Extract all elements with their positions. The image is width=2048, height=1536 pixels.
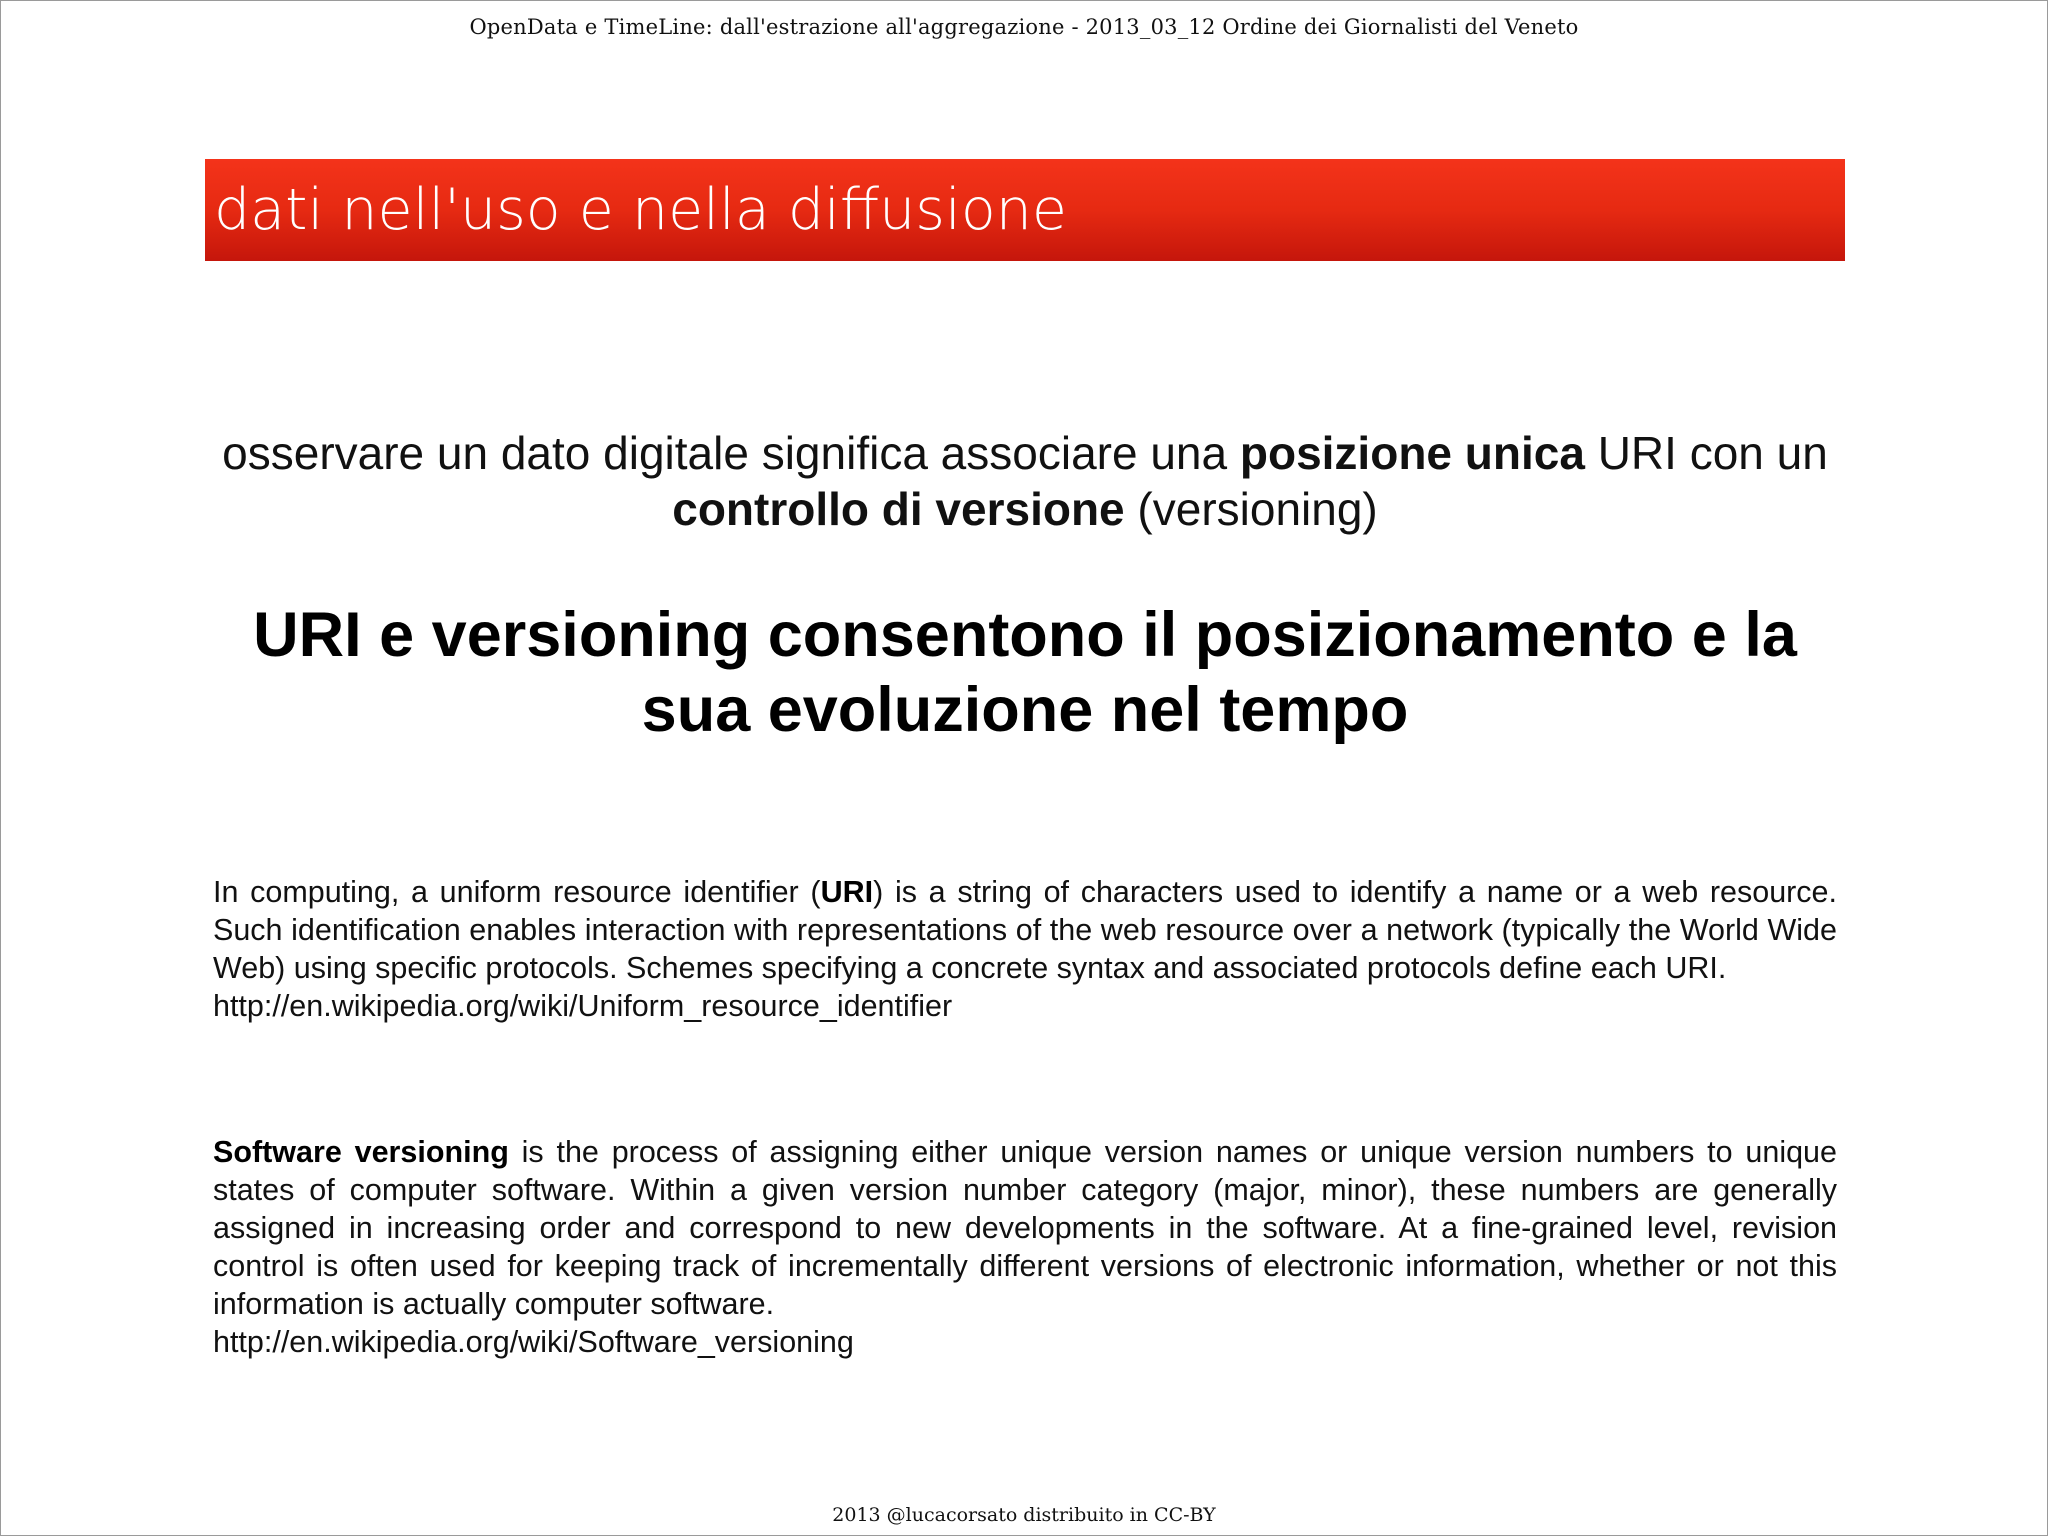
versioning-source-link[interactable]: http://en.wikipedia.org/wiki/Software_versioning	[213, 1325, 854, 1359]
uri-source-link[interactable]: http://en.wikipedia.org/wiki/Uniform_resource_identifier	[213, 989, 953, 1023]
statement-text-3: (versioning)	[1124, 483, 1378, 535]
versioning-paragraph-body	[213, 1133, 1837, 1323]
uri-paragraph	[213, 873, 1837, 1025]
statement-bold-2: controllo di versione	[672, 483, 1125, 535]
uri-paragraph-body	[213, 873, 1837, 987]
versioning-text-after: is the process of assigning either unique version names or unique version numbers to unique states of computer software. Within a given version number category (major, minor), these numbers are generally assigned in increasing order and correspond to new developments in the software. At a fine-grained level, revision control is often used for keeping track of incrementally different versions of electronic information, whether or not this information is actually computer software.	[213, 1135, 1837, 1321]
versioning-paragraph	[213, 1133, 1837, 1361]
statement	[213, 425, 1837, 537]
statement-bold-1: posizione unica	[1239, 427, 1585, 479]
uri-text-before: In computing, a uniform resource identifier (	[213, 875, 821, 909]
headline: URI e versioning consentono il posizionamento e la sua evoluzione nel tempo	[253, 600, 1797, 745]
uri-term: URI	[820, 875, 874, 909]
versioning-term: Software versioning	[213, 1135, 509, 1169]
title-bar	[205, 159, 1845, 261]
statement-text-2: URI con un	[1584, 427, 1828, 479]
slide-footer: 2013 @lucacorsato distribuito in CC-BY	[832, 1504, 1216, 1526]
statement-text-1: osservare un dato digitale significa associare una	[222, 427, 1240, 479]
slide-header: OpenData e TimeLine: dall'estrazione all'aggregazione - 2013_03_12 Ordine dei Giornalisti del Veneto	[469, 15, 1579, 39]
slide-title: dati nell'uso e nella diffusione	[214, 177, 1067, 243]
uri-text-after: ) is a string of characters used to identify a name or a web resource. Such identification enables interaction with representations of the web resource over a network (typically the World Wide Web) using specific protocols. Schemes specifying a concrete syntax and associated protocols define each URI.	[213, 875, 1837, 985]
